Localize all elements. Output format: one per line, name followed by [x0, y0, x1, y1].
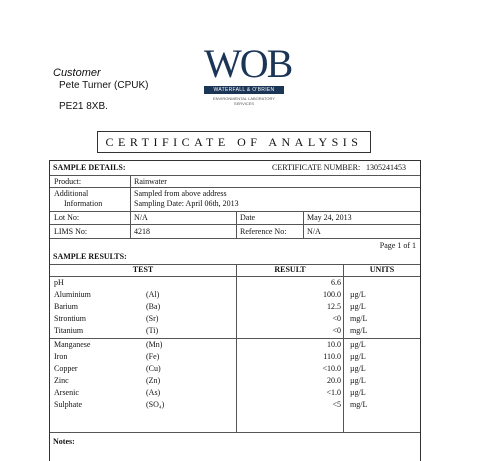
- certificate-number-label: CERTIFICATE NUMBER:: [272, 163, 361, 172]
- customer-name: Pete Turner (CPUK): [59, 80, 149, 91]
- test-result: 100.0: [323, 290, 341, 299]
- lims-label: LIMS No:: [54, 227, 88, 236]
- test-unit: µg/L: [350, 376, 366, 385]
- logo-company-name: WATERFALL & O'BRIEN: [204, 86, 284, 94]
- test-symbol: (Fe): [146, 352, 160, 361]
- test-result: 6.6: [331, 278, 341, 287]
- test-result: 12.5: [327, 302, 341, 311]
- customer-block: [53, 67, 148, 112]
- test-symbol: (Al): [146, 290, 160, 299]
- date-value: May 24, 2013: [307, 213, 352, 222]
- product-value: Rainwater: [134, 177, 167, 186]
- test-name: Manganese: [54, 340, 91, 349]
- test-unit: µg/L: [350, 290, 366, 299]
- test-result: <10.0: [322, 364, 341, 373]
- test-name: Titanium: [54, 326, 84, 335]
- test-result: 110.0: [323, 352, 341, 361]
- date-label: Date: [240, 213, 256, 222]
- sample-details-heading: SAMPLE DETAILS:: [53, 163, 126, 172]
- additional-label: Additional: [54, 189, 89, 198]
- test-symbol: (Ba): [146, 302, 161, 311]
- col-result-header: RESULT: [274, 265, 306, 274]
- test-symbol: (Ti): [146, 326, 159, 335]
- test-name: Zinc: [54, 376, 69, 385]
- certificate-table: [49, 160, 421, 461]
- test-name: Sulphate: [54, 400, 82, 409]
- test-unit: µg/L: [350, 352, 366, 361]
- test-name: Aluminium: [54, 290, 91, 299]
- certificate-title: CERTIFICATE OF ANALYSIS: [97, 131, 371, 153]
- test-name: Copper: [54, 364, 78, 373]
- reference-label: Reference No:: [240, 227, 287, 236]
- additional-line-2: Sampling Date: April 06th, 2013: [134, 199, 239, 208]
- customer-postcode: PE21 8XB.: [59, 101, 108, 112]
- test-name: Barium: [54, 302, 78, 311]
- company-logo: [204, 41, 292, 106]
- test-result: 20.0: [327, 376, 341, 385]
- customer-label: Customer: [53, 67, 101, 79]
- test-unit: µg/L: [350, 302, 366, 311]
- test-unit: mg/L: [350, 326, 368, 335]
- test-symbol: (Mn): [146, 340, 163, 349]
- test-unit: µg/L: [350, 364, 366, 373]
- test-result: <0: [332, 314, 341, 323]
- test-name: Strontium: [54, 314, 87, 323]
- test-result: <0: [332, 326, 341, 335]
- reference-value: N/A: [307, 227, 321, 236]
- test-symbol: (As): [146, 388, 161, 397]
- test-unit: µg/L: [350, 340, 366, 349]
- test-symbol: (Cu): [146, 364, 161, 373]
- col-test-header: TEST: [132, 265, 154, 274]
- test-name: Iron: [54, 352, 68, 361]
- test-symbol: (Zn): [146, 376, 161, 385]
- test-name: Arsenic: [54, 388, 79, 397]
- test-symbol: (Sr): [146, 314, 159, 323]
- page-indicator: Page 1 of 1: [379, 241, 416, 250]
- notes-label: Notes:: [53, 437, 75, 446]
- lot-value: N/A: [134, 213, 148, 222]
- lot-label: Lot No:: [54, 213, 80, 222]
- col-units-header: UNITS: [369, 265, 395, 274]
- test-unit: mg/L: [350, 314, 368, 323]
- lims-value: 4218: [134, 227, 150, 236]
- logo-mark: WOB: [204, 41, 292, 86]
- certificate-number: 1305241453: [366, 163, 406, 172]
- information-label: Information: [64, 199, 103, 208]
- test-symbol: (SO₄): [146, 400, 165, 409]
- test-name: pH: [54, 278, 64, 287]
- test-unit: mg/L: [350, 400, 368, 409]
- product-label: Product:: [54, 177, 82, 186]
- test-unit: µg/L: [350, 388, 366, 397]
- logo-tagline: ENVIRONMENTAL LABORATORY SERVICES: [212, 96, 275, 106]
- test-result: 10.0: [327, 340, 341, 349]
- sample-results-heading: SAMPLE RESULTS:: [53, 252, 127, 261]
- additional-line-1: Sampled from above address: [134, 189, 227, 198]
- test-result: <1.0: [326, 388, 341, 397]
- test-result: <5: [332, 400, 341, 409]
